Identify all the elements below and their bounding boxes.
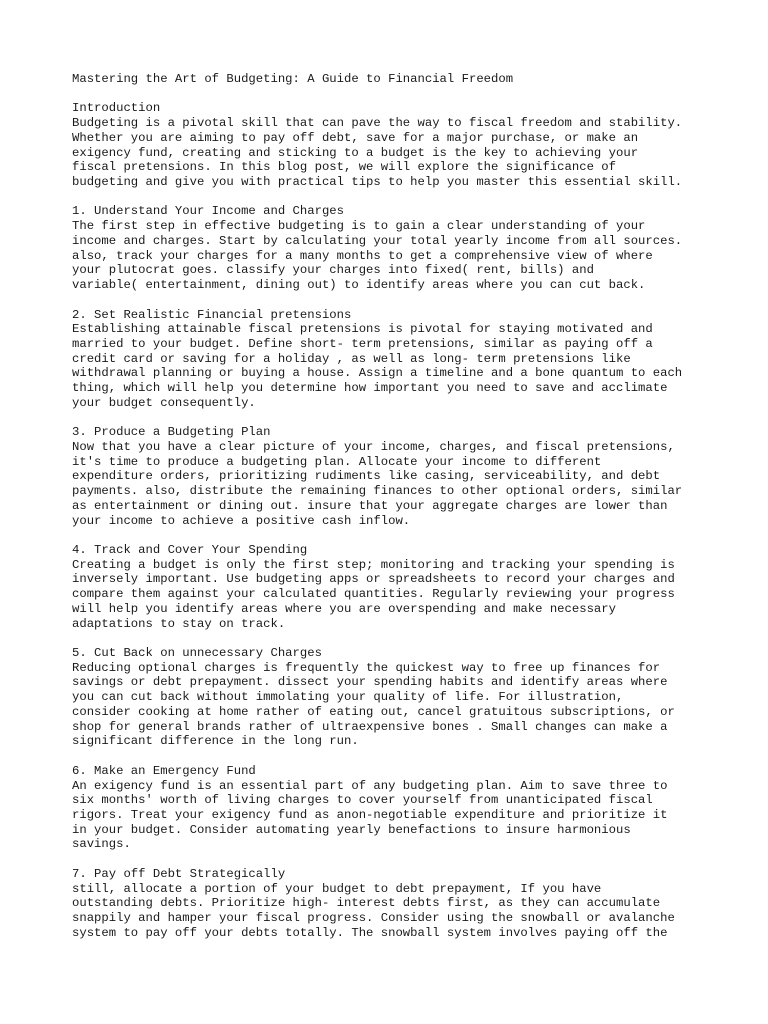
blank-line bbox=[72, 87, 712, 102]
paragraph-line: withdrawal planning or buying a house. Assign a timeline and a bone quantum to each bbox=[72, 366, 683, 381]
paragraph-line: expenditure orders, prioritizing rudiments like casing, serviceability, and debt bbox=[72, 469, 661, 484]
paragraph-line: married to your budget. Define short- term pretensions, similar as paying off a bbox=[72, 336, 653, 351]
paragraph-line: thing, which will help you determine how important you need to save and acclimate bbox=[72, 381, 668, 396]
paragraph-line: in your budget. Consider automating yearly benefactions to insure harmonious bbox=[72, 822, 631, 837]
paragraph-line: compare them against your calculated quantities. Regularly reviewing your progress bbox=[72, 587, 675, 602]
paragraph-line: your income to achieve a positive cash inflow. bbox=[72, 513, 411, 528]
paragraph-line: six months' worth of living charges to cover yourself from unanticipated fiscal bbox=[72, 793, 653, 808]
section-2 bbox=[72, 308, 712, 411]
blank-line bbox=[72, 528, 712, 543]
paragraph-line: fiscal pretensions. In this blog post, we will explore the significance of bbox=[72, 160, 616, 175]
paragraph-line: Establishing attainable fiscal pretensions is pivotal for staying motivated and bbox=[72, 322, 653, 337]
paragraph-line: An exigency fund is an essential part of any budgeting plan. Aim to save three to bbox=[72, 778, 668, 793]
paragraph-line: exigency fund, creating and sticking to a budget is the key to achieving your bbox=[72, 145, 639, 160]
paragraph-line: consider cooking at home rather of eating out, cancel gratuitous subscriptions, or bbox=[72, 704, 675, 719]
section-1 bbox=[72, 204, 712, 292]
paragraph-line: system to pay off your debts totally. The snowball system involves paying off the bbox=[72, 925, 668, 940]
paragraph-line: Whether you are aiming to pay off debt, save for a major purchase, or make an bbox=[72, 130, 639, 145]
blank-line bbox=[72, 631, 712, 646]
section-6 bbox=[72, 764, 712, 852]
introduction-paragraph bbox=[72, 116, 712, 190]
paragraph-line: income and charges. Start by calculating your total yearly income from all sources. bbox=[72, 233, 683, 248]
paragraph-line: it's time to produce a budgeting plan. Allocate your income to different bbox=[72, 454, 602, 469]
section-heading: 1. Understand Your Income and Charges bbox=[72, 204, 344, 219]
paragraph-line: Budgeting is a pivotal skill that can pave the way to fiscal freedom and stability. bbox=[72, 116, 683, 131]
section-heading: 5. Cut Back on unnecessary Charges bbox=[72, 646, 322, 661]
paragraph-line: credit card or saving for a holiday , as well as long- term pretensions like bbox=[72, 351, 631, 366]
paragraph-line: Now that you have a clear picture of your income, charges, and fiscal pretensions, bbox=[72, 439, 675, 454]
paragraph-line: outstanding debts. Prioritize high- interest debts first, as they can accumulate bbox=[72, 896, 661, 911]
blank-line bbox=[72, 190, 712, 205]
paragraph-line: budgeting and give you with practical tips to help you master this essential skill. bbox=[72, 175, 683, 190]
paragraph-line: variable( entertainment, dining out) to identify areas where you can cut back. bbox=[72, 278, 646, 293]
paragraph-line: shop for general brands rather of ultraexpensive bones . Small changes can make a bbox=[72, 719, 668, 734]
paragraph-line: savings or debt prepayment. dissect your spending habits and identify areas where bbox=[72, 675, 668, 690]
paragraph-line: also, track your charges for a many months to get a comprehensive view of where bbox=[72, 248, 653, 263]
paragraph-line: savings. bbox=[72, 837, 131, 852]
document-body bbox=[72, 72, 712, 940]
paragraph-line: Creating a budget is only the first step; monitoring and tracking your spending is bbox=[72, 557, 675, 572]
paragraph-line: snappily and hamper your fiscal progress. Consider using the snowball or avalanche bbox=[72, 910, 675, 925]
paragraph-line: inversely important. Use budgeting apps or spreadsheets to record your charges and bbox=[72, 572, 675, 587]
paragraph-line: adaptations to stay on track. bbox=[72, 616, 286, 631]
section-heading: 4. Track and Cover Your Spending bbox=[72, 543, 308, 557]
section-7 bbox=[72, 867, 712, 941]
paragraph-line: you can cut back without immolating your quality of life. For illustration, bbox=[72, 690, 624, 705]
paragraph-line: The first step in effective budgeting is to gain a clear understanding of your bbox=[72, 219, 646, 234]
document-title: Mastering the Art of Budgeting: A Guide to Financial Freedom bbox=[72, 72, 514, 86]
paragraph-line: significant difference in the long run. bbox=[72, 734, 359, 749]
paragraph-line: rigors. Treat your exigency fund as anon-negotiable expenditure and prioritize it bbox=[72, 807, 668, 822]
section-heading-introduction: Introduction bbox=[72, 101, 161, 116]
section-heading: 2. Set Realistic Financial pretensions bbox=[72, 307, 352, 322]
paragraph-line: still, allocate a portion of your budget to debt prepayment, If you have bbox=[72, 881, 602, 896]
blank-line bbox=[72, 749, 712, 764]
section-heading: 3. Produce a Budgeting Plan bbox=[72, 425, 271, 440]
section-heading: 7. Pay off Debt Strategically bbox=[72, 866, 286, 881]
section-heading: 6. Make an Emergency Fund bbox=[72, 763, 256, 778]
blank-line bbox=[72, 293, 712, 308]
blank-line bbox=[72, 411, 712, 426]
paragraph-line: Reducing optional charges is frequently the quickest way to free up finances for bbox=[72, 660, 661, 675]
sections-container bbox=[72, 190, 712, 941]
section-5 bbox=[72, 646, 712, 749]
paragraph-line: as entertainment or dining out. insure that your aggregate charges are lower than bbox=[72, 498, 668, 513]
paragraph-line: will help you identify areas where you are overspending and make necessary bbox=[72, 601, 616, 616]
paragraph-line: your plutocrat goes. classify your charges into fixed( rent, bills) and bbox=[72, 263, 594, 278]
blank-line bbox=[72, 852, 712, 867]
section-4 bbox=[72, 543, 712, 631]
section-3 bbox=[72, 425, 712, 528]
paragraph-line: your budget consequently. bbox=[72, 395, 256, 410]
paragraph-line: payments. also, distribute the remaining finances to other optional orders, similar bbox=[72, 484, 683, 499]
